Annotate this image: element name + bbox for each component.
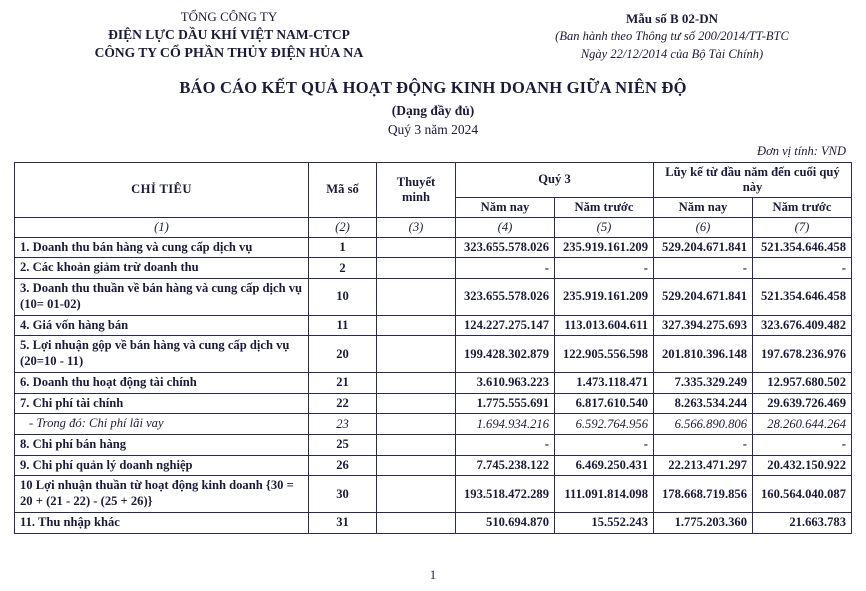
table-index-row [15,217,852,237]
row-quarter-current: 193.518.472.289 [456,476,555,512]
row-cumulative-previous: 21.663.783 [753,512,852,533]
row-code: 30 [309,476,377,512]
company-name-main: CỔ PHẦN THỦY ĐIỆN HỦA NA [159,45,364,61]
row-note [377,372,456,393]
row-label: 11. Thu nhập khác [15,512,309,533]
index-cell: (6) [654,217,753,237]
row-quarter-current: 7.745.238.122 [456,455,555,476]
row-code: 25 [309,435,377,456]
index-cell: (7) [753,217,852,237]
table-row [15,393,852,414]
row-note [377,455,456,476]
row-cumulative-current: 178.668.719.856 [654,476,753,512]
row-cumulative-previous: - [753,435,852,456]
row-quarter-current: 3.610.963.223 [456,372,555,393]
index-cell: (1) [15,217,309,237]
company-block [14,8,444,64]
row-cumulative-previous: 521.354.646.458 [753,279,852,315]
row-cumulative-previous: 521.354.646.458 [753,237,852,258]
row-quarter-current: 1.694.934.216 [456,414,555,435]
row-cumulative-previous: 12.957.680.502 [753,372,852,393]
row-cumulative-previous: 323.676.409.482 [753,315,852,336]
table-row [15,336,852,372]
table-row [15,315,852,336]
header-thuyet-minh: Thuyết minh [377,162,456,217]
row-label: 3. Doanh thu thuần về bán hàng và cung cấp dịch vụ (10= 01-02) [15,279,309,315]
row-quarter-current: 124.227.275.147 [456,315,555,336]
row-code: 22 [309,393,377,414]
form-code: Mẫu số B 02-DN [625,11,719,26]
currency-unit: Đơn vị tính: VND [757,143,846,158]
document-header [14,8,852,64]
header-cumulative-current-year: Năm nay [654,197,753,217]
row-quarter-current: - [456,435,555,456]
table-row [15,237,852,258]
table-row [15,279,852,315]
row-cumulative-previous: 29.639.726.469 [753,393,852,414]
header-ma-so: Mã số [309,162,377,217]
row-note [377,315,456,336]
row-label: 9. Chi phí quản lý doanh nghiệp [15,455,309,476]
header-quarter-previous-year: Năm trước [555,197,654,217]
row-quarter-previous: 6.592.764.956 [555,414,654,435]
row-note [377,279,456,315]
row-quarter-previous: 111.091.814.098 [555,476,654,512]
row-note [377,237,456,258]
index-cell: (3) [377,217,456,237]
row-quarter-current: 1.775.555.691 [456,393,555,414]
row-cumulative-current: 22.213.471.297 [654,455,753,476]
form-block [492,8,852,63]
row-label: 6. Doanh thu hoạt động tài chính [15,372,309,393]
row-code: 2 [309,258,377,279]
row-cumulative-previous: - [753,258,852,279]
row-note [377,336,456,372]
index-cell: (4) [456,217,555,237]
table-row [15,258,852,279]
index-cell: (5) [555,217,654,237]
form-date: Ngày 22/12/2014 của Bộ Tài Chính) [580,46,764,61]
header-group-cumulative: Lũy kế từ đầu năm đến cuối quý này [654,162,852,197]
table-row [15,414,852,435]
row-code: 23 [309,414,377,435]
row-cumulative-previous: 28.260.644.264 [753,414,852,435]
row-quarter-previous: 6.817.610.540 [555,393,654,414]
row-note [377,435,456,456]
header-group-quarter: Quý 3 [456,162,654,197]
row-code: 21 [309,372,377,393]
row-label: 10 Lợi nhuận thuần từ hoạt động kinh doanh {30 = 20 + (21 - 22) - (25 + 26)} [15,476,309,512]
table-row [15,372,852,393]
row-quarter-previous: - [555,258,654,279]
row-label: 8. Chi phí bán hàng [15,435,309,456]
header-chi-tieu: CHỈ TIÊU [15,162,309,217]
row-note [377,393,456,414]
row-label: 2. Các khoản giảm trừ doanh thu [15,258,309,279]
table-body [15,237,852,533]
parent-company-line2: ĐIỆN LỰC DẦU KHÍ VIỆT NAM-CTCP [108,26,350,42]
header-quarter-current-year: Năm nay [456,197,555,217]
row-cumulative-current: 529.204.671.841 [654,279,753,315]
row-quarter-current: - [456,258,555,279]
row-cumulative-current: 1.775.203.360 [654,512,753,533]
title-block [14,78,852,138]
row-cumulative-current: 201.810.396.148 [654,336,753,372]
row-note [377,258,456,279]
row-cumulative-current: 6.566.890.806 [654,414,753,435]
row-code: 20 [309,336,377,372]
parent-company-line1: TỔNG CÔNG TY [180,9,278,24]
table-row [15,512,852,533]
income-statement-table [14,162,852,534]
row-quarter-current: 323.655.578.026 [456,279,555,315]
row-quarter-previous: 15.552.243 [555,512,654,533]
row-quarter-previous: 1.473.118.471 [555,372,654,393]
row-quarter-previous: - [555,435,654,456]
company-name-prefix: CÔNG TY [94,44,160,60]
row-label: 5. Lợi nhuận gộp về bán hàng và cung cấp dịch vụ (20=10 - 11) [15,336,309,372]
page-title: BÁO CÁO KẾT QUẢ HOẠT ĐỘNG KINH DOANH GIỮA NIÊN ĐỘ [179,77,687,97]
row-code: 31 [309,512,377,533]
row-code: 10 [309,279,377,315]
report-period: Quý 3 năm 2024 [387,121,479,137]
table-row [15,476,852,512]
row-cumulative-previous: 20.432.150.922 [753,455,852,476]
row-quarter-previous: 235.919.161.209 [555,237,654,258]
row-cumulative-previous: 160.564.040.087 [753,476,852,512]
row-note [377,414,456,435]
row-code: 1 [309,237,377,258]
row-label: 4. Giá vốn hàng bán [15,315,309,336]
table-row [15,455,852,476]
row-quarter-current: 199.428.302.879 [456,336,555,372]
page-number: 1 [429,568,437,582]
row-note [377,512,456,533]
row-code: 26 [309,455,377,476]
form-issued: (Ban hành theo Thông tư số 200/2014/TT-BTC [555,29,789,44]
row-label: 1. Doanh thu bán hàng và cung cấp dịch vụ [15,237,309,258]
row-label: 7. Chi phí tài chính [15,393,309,414]
row-cumulative-current: 327.394.275.693 [654,315,753,336]
row-cumulative-current: 8.263.534.244 [654,393,753,414]
row-quarter-current: 323.655.578.026 [456,237,555,258]
row-quarter-previous: 122.905.556.598 [555,336,654,372]
row-cumulative-current: - [654,435,753,456]
row-cumulative-current: 7.335.329.249 [654,372,753,393]
row-quarter-previous: 235.919.161.209 [555,279,654,315]
table-header-row [15,162,852,197]
row-cumulative-current: - [654,258,753,279]
row-quarter-previous: 113.013.604.611 [555,315,654,336]
index-cell: (2) [309,217,377,237]
header-cumulative-previous-year: Năm trước [753,197,852,217]
row-quarter-current: 510.694.870 [456,512,555,533]
row-code: 11 [309,315,377,336]
table-row [15,435,852,456]
page-subtitle: (Dạng đầy đủ) [391,102,475,118]
row-quarter-previous: 6.469.250.431 [555,455,654,476]
row-cumulative-current: 529.204.671.841 [654,237,753,258]
row-label: - Trong đó: Chi phí lãi vay [15,414,309,435]
row-note [377,476,456,512]
company-name [14,44,444,64]
row-cumulative-previous: 197.678.236.976 [753,336,852,372]
